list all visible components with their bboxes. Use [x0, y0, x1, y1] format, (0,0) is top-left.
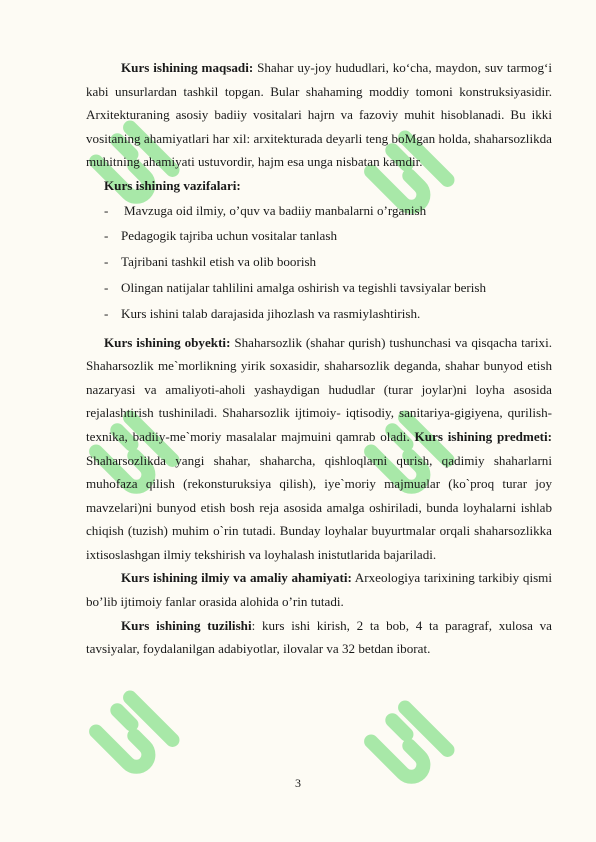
predmeti-label: Kurs ishining predmeti: — [414, 428, 552, 444]
tuzilishi-text: : kurs ishi kirish, 2 ta bob, 4 ta paragraf, xulosa va tavsiyalar, foydalanilgan adabiyotlar, ilovalar va 32 betdan iborat. — [86, 617, 552, 657]
obyekti-first-line: Shaharsozlik (shahar qurish) tushunchasi va qisqacha — [230, 334, 518, 350]
tuzilishi-label: Kurs ishining tuzilishi — [121, 617, 252, 633]
list-item-text: Mavzuga oid ilmiy, o’quv va badiiy manbalarni o’rganish — [124, 202, 427, 218]
list-item-text: Tajribani tashkil etish va olib boorish — [121, 254, 317, 270]
tuzilishi-paragraph — [86, 614, 552, 661]
list-dash: - — [104, 305, 109, 321]
ahamiyati-text: Arxeologiya tarixining tarkibiy qismi bo’lib ijtimoiy fanlar orasida alohida o’rin tutadi. — [86, 570, 552, 610]
vazifalar-heading: Kurs ishining vazifalari: — [104, 177, 241, 193]
obyekti-label: Kurs ishining obyekti: — [104, 334, 231, 350]
maqsad-text: Shahar uy-joy hududlari, ko‘cha, maydon, suv tarmog‘i kabi unsurlardan tashkil topgan. Bular shahaming moddiy tomoni konstruksiyasidir. Arxitekturaning asosiy badiiy vositalari hajrn va fazoviy muhit hisoblanadi. Bu ikki vositaning ahamiyatlari har xil: arxitekturada deyarli teng boMgan holda, shaharsozlikda muhitning ahamiyati ustuvordir, hajm esa unga nisbatan kamdir. — [86, 60, 553, 170]
list-dash: - — [104, 254, 109, 270]
list-dash: - — [104, 202, 109, 218]
list-item — [104, 275, 552, 301]
document-body — [86, 56, 552, 661]
ahamiyati-label: Kurs ishining ilmiy va amaliy ahamiyati: — [121, 570, 352, 586]
vazifalar-list — [86, 198, 552, 327]
list-item — [104, 198, 552, 224]
ahamiyati-paragraph — [86, 566, 552, 613]
obyekti-predmeti-paragraph — [86, 331, 552, 567]
list-dash: - — [104, 228, 109, 244]
obyekti-text: tarixi. Shaharsozlik me`morlikning yirik soxasidir, shaharsozlik deganda, shahar bunyod etish nazaryasi va amaliyoti-aholi yashaydigan hududlar (turar joylar)ni loyha asosida rejalashtirish tushiniladi. Shaharsozlik ijtimoiy- iqtisodiy, sanitariya-gigiyena, qurilish-texnika, badiiy-me`moriy masalalar majmuini qamrab oladi. — [86, 334, 552, 444]
list-item-text: Olingan natijalar tahlilini amalga oshirish va tegishli tavsiyalar berish — [121, 279, 487, 295]
watermark-logo-icon — [80, 680, 190, 790]
page-number: 3 — [295, 776, 301, 790]
maqsad-paragraph — [86, 56, 552, 174]
list-item — [104, 249, 552, 275]
list-item-text: Pedagogik tajriba uchun vositalar tanlash — [121, 228, 337, 244]
maqsad-label: Kurs ishining maqsadi: — [121, 60, 254, 75]
list-item — [104, 223, 552, 249]
predmeti-text: Shaharsozlikda yangi shahar, shaharcha, qishloqlarni qurish, qadimiy shaharlarni muhofaza qilish (rekonsturuksiya qilish), iye`moriy majmualar (ko`proq turar joy mavzelari)ni bunyod etish bosh reja asosida amalga oshiriladi, bunda loyhalarni ishlab chiqish (tuzish) muhim o`rin tutadi. Bunday loyhalar buyurtmalar orqali shaharsozlikka ixtisoslashgan ilmiy tekshirish va loyhalash inistutlarida bajariladi. — [86, 452, 552, 562]
list-dash: - — [104, 279, 109, 295]
list-item — [104, 301, 552, 327]
list-item-text: Kurs ishini talab darajasida jihozlash va rasmiylashtirish. — [121, 305, 421, 321]
